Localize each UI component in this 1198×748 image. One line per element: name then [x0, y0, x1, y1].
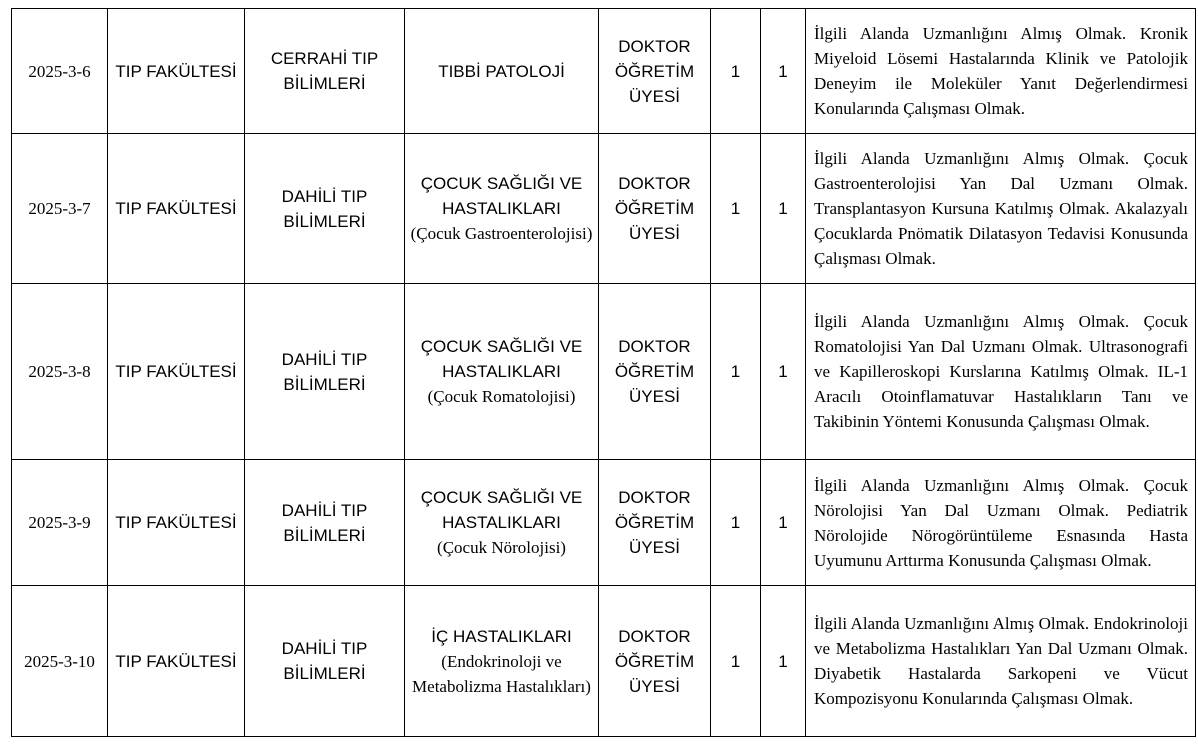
faculty-cell: TIP FAKÜLTESİ: [108, 134, 245, 284]
faculty-cell: TIP FAKÜLTESİ: [108, 284, 245, 460]
table-row: [12, 284, 1196, 460]
degree-cell: 1: [711, 9, 761, 134]
quota-cell: 1: [761, 586, 806, 737]
position-code: 2025-3-6: [12, 9, 108, 134]
faculty-cell: TIP FAKÜLTESİ: [108, 9, 245, 134]
table-row: [12, 134, 1196, 284]
discipline-cell: [405, 9, 599, 134]
discipline-name: ÇOCUK SAĞLIĞI VE HASTALIKLARI: [420, 488, 583, 532]
positions-table: [11, 8, 1196, 737]
title-cell: DOKTOR ÖĞRETİM ÜYESİ: [599, 134, 711, 284]
specialty-name: (Çocuk Romatolojisi): [427, 387, 576, 406]
degree-cell: 1: [711, 134, 761, 284]
department-cell: DAHİLİ TIP BİLİMLERİ: [245, 284, 405, 460]
table-row: [12, 586, 1196, 737]
discipline-name: İÇ HASTALIKLARI: [431, 626, 572, 646]
discipline-cell: [405, 586, 599, 737]
department-cell: DAHİLİ TIP BİLİMLERİ: [245, 134, 405, 284]
faculty-cell: TIP FAKÜLTESİ: [108, 586, 245, 737]
title-cell: DOKTOR ÖĞRETİM ÜYESİ: [599, 586, 711, 737]
specialty-name: (Çocuk Gastroenterolojisi): [410, 224, 593, 243]
discipline-cell: [405, 460, 599, 586]
degree-cell: 1: [711, 284, 761, 460]
position-code: 2025-3-8: [12, 284, 108, 460]
requirement-cell: İlgili Alanda Uzmanlığını Almış Olmak. Endokrinoloji ve Metabolizma Hastalıkları Yan Dal Uzmanı Olmak. Diyabetik Hastalarda Sarkopeni ve Vücut Kompozisyonu Konularında Çalışması Olmak.: [806, 586, 1196, 737]
position-code: 2025-3-10: [12, 586, 108, 737]
department-cell: CERRAHİ TIP BİLİMLERİ: [245, 9, 405, 134]
discipline-cell: [405, 284, 599, 460]
faculty-cell: TIP FAKÜLTESİ: [108, 460, 245, 586]
degree-cell: 1: [711, 586, 761, 737]
title-cell: DOKTOR ÖĞRETİM ÜYESİ: [599, 284, 711, 460]
requirement-cell: İlgili Alanda Uzmanlığını Almış Olmak. Kronik Miyeloid Lösemi Hastalarında Klinik ve Patolojik Deneyim ile Moleküler Yanıt Değerlendirmesi Konularında Çalışması Olmak.: [806, 9, 1196, 134]
quota-cell: 1: [761, 460, 806, 586]
discipline-name: ÇOCUK SAĞLIĞI VE HASTALIKLARI: [420, 174, 583, 218]
table-row: [12, 9, 1196, 134]
requirement-cell: İlgili Alanda Uzmanlığını Almış Olmak. Çocuk Gastroenterolojisi Yan Dal Uzmanı Olmak. Transplantasyon Kursuna Katılmış Olmak. Akalazyalı Çocuklarda Pnömatik Dilatasyon Tedavisi Konusunda Çalışması Olmak.: [806, 134, 1196, 284]
title-cell: DOKTOR ÖĞRETİM ÜYESİ: [599, 9, 711, 134]
quota-cell: 1: [761, 284, 806, 460]
requirement-cell: İlgili Alanda Uzmanlığını Almış Olmak. Çocuk Nörolojisi Yan Dal Uzmanı Olmak. Pediatrik Nörolojide Nörogörüntüleme Esnasında Hasta Uyumunu Arttırma Konusunda Çalışması Olmak.: [806, 460, 1196, 586]
position-code: 2025-3-7: [12, 134, 108, 284]
quota-cell: 1: [761, 134, 806, 284]
department-cell: DAHİLİ TIP BİLİMLERİ: [245, 460, 405, 586]
discipline-cell: [405, 134, 599, 284]
department-cell: DAHİLİ TIP BİLİMLERİ: [245, 586, 405, 737]
degree-cell: 1: [711, 460, 761, 586]
title-cell: DOKTOR ÖĞRETİM ÜYESİ: [599, 460, 711, 586]
discipline-name: ÇOCUK SAĞLIĞI VE HASTALIKLARI: [420, 337, 583, 381]
requirement-cell: İlgili Alanda Uzmanlığını Almış Olmak. Çocuk Romatolojisi Yan Dal Uzmanı Olmak. Ultrasonografi ve Kapilleroskopi Kurslarına Katılmış Olmak. IL-1 Aracılı Otoinflamatuvar Hastalıkların Tanı ve Takibinin Yöntemi Konusunda Çalışması Olmak.: [806, 284, 1196, 460]
discipline-name: TIBBİ PATOLOJİ: [438, 61, 565, 81]
quota-cell: 1: [761, 9, 806, 134]
table-row: [12, 460, 1196, 586]
specialty-name: (Endokrinoloji ve Metabolizma Hastalıkları): [412, 651, 591, 696]
specialty-name: (Çocuk Nörolojisi): [437, 538, 566, 557]
position-code: 2025-3-9: [12, 460, 108, 586]
